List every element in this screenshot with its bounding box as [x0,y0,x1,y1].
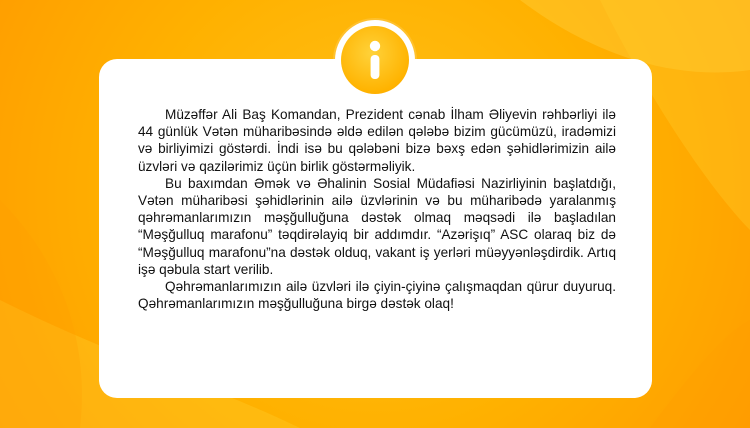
info-text [138,106,616,312]
paragraph-1: Müzəffər Ali Baş Komandan, Prezident cənab İlham Əliyevin rəhbərliyi ilə 44 günlük Vətən müharibəsində əldə edilən qələbə bizim gücümüzü, iradəmizi və birliyimizi göstərdi. İndi isə bu qələbəni bizə bəxş edən şəhidlərimizin ailə üzvləri və qazilərimiz üçün birlik göstərməliyik. [138,107,616,174]
info-icon [341,26,409,94]
info-card [99,59,652,398]
paragraph-2: Bu baxımdan Əmək və Əhalinin Sosial Müdafiəsi Nazirliyinin başlatdığı, Vətən müharibəsi şəhidlərinin ailə üzvlərinin və bu müharibədə yaralanmış qəhrəmanlarımızın məşğulluğuna dəstək olmaq məqsədi ilə başladılan “Məşğulluq marafonu” təqdirəlayiq bir addımdır. “Azərişıq” ASC olaraq biz də “Məşğulluq marafonu”na dəstək olduq, vakant iş yerləri müəyyənləşdirdik. Artıq işə qəbula start verilib. [138,175,616,277]
paragraph-3: Qəhrəmanlarımızın ailə üzvləri ilə çiyin-çiyinə çalışmaqdan qürur duyuruq. Qəhrəmanlarımızın məşğulluğuna birgə dəstək olaq! [138,279,616,312]
info-badge [335,20,415,100]
info-badge-inner [341,26,409,94]
